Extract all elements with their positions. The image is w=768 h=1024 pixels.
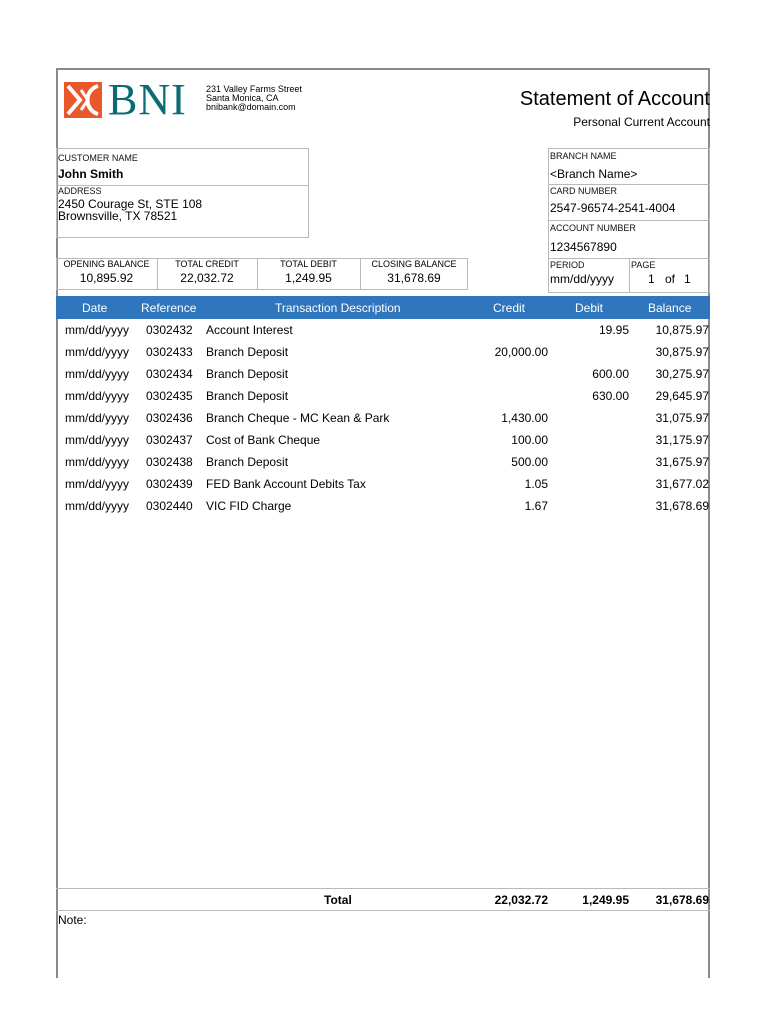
branch-name-label: BRANCH NAME [550,151,617,161]
column-header-balance: Balance [648,301,692,315]
cell-credit: 1,430.00 [501,411,548,425]
table-row [56,386,710,408]
cell-description: Branch Deposit [206,455,289,469]
period-label: PERIOD [550,260,585,270]
divider [629,258,630,293]
total-balance: 31,678.69 [655,893,709,907]
divider [548,184,710,185]
cell-date: mm/dd/yyyy [65,433,130,447]
cell-credit: 1.05 [524,477,548,491]
column-header-credit: Credit [493,301,526,315]
cell-reference: 0302440 [146,499,193,513]
cell-date: mm/dd/yyyy [65,323,130,337]
address-label: ADDRESS [58,186,102,196]
cell-credit: 100.00 [511,433,548,447]
table-row [56,452,710,474]
cell-date: mm/dd/yyyy [65,477,130,491]
cell-balance: 31,675.97 [655,455,709,469]
column-header-reference: Reference [141,301,197,315]
total-credit-label: TOTAL CREDIT [175,259,239,269]
customer-address [58,198,202,222]
cell-credit: 500.00 [511,455,548,469]
cell-description: Branch Deposit [206,345,289,359]
total-debit-value: 1,249.95 [285,271,332,285]
page-label: PAGE [631,260,656,270]
table-row [56,342,710,364]
total-credit: 22,032.72 [494,893,548,907]
cell-description: VIC FID Charge [206,499,292,513]
cell-date: mm/dd/yyyy [65,455,130,469]
cell-reference: 0302434 [146,367,193,381]
cell-credit: 20,000.00 [494,345,548,359]
cell-reference: 0302437 [146,433,193,447]
cell-debit: 19.95 [598,323,629,337]
transactions-table-header [56,296,710,319]
cell-balance: 30,875.97 [655,345,709,359]
cell-description: Account Interest [206,323,293,337]
column-header-debit: Debit [575,301,604,315]
page-subtitle: Personal Current Account [573,115,710,129]
bank-logo [64,75,199,124]
customer-name-label: CUSTOMER NAME [58,153,138,163]
opening-balance-value: 10,895.92 [79,271,134,285]
closing-balance-label: CLOSING BALANCE [371,259,457,269]
divider [56,910,710,911]
cell-balance: 31,175.97 [655,433,709,447]
cell-description: Branch Deposit [206,367,289,381]
address-line1: 2450 Courage St, STE 108 [58,197,203,211]
table-row [56,320,710,342]
bank-address [206,85,302,112]
cell-date: mm/dd/yyyy [65,411,130,425]
table-row [56,408,710,430]
total-label: Total [324,893,352,907]
page-of: of [665,272,676,286]
cell-reference: 0302438 [146,455,193,469]
cell-description: FED Bank Account Debits Tax [206,477,366,491]
cell-reference: 0302433 [146,345,193,359]
address-line2: Brownsville, TX 78521 [58,209,178,223]
cell-date: mm/dd/yyyy [65,499,130,513]
card-number-label: CARD NUMBER [550,186,618,196]
account-number: 1234567890 [550,240,617,254]
cell-balance: 10,875.97 [655,323,709,337]
column-header-date: Date [82,301,108,315]
note-label: Note: [58,913,87,927]
page-total: 1 [684,272,691,286]
cell-reference: 0302435 [146,389,193,403]
bni-logo-mark-icon [64,82,102,118]
cell-description: Branch Cheque - MC Kean & Park [206,411,390,425]
total-debit-label: TOTAL DEBIT [280,259,337,269]
cell-debit: 630.00 [592,389,629,403]
divider [56,888,710,889]
cell-balance: 29,645.97 [655,389,709,403]
table-row [56,430,710,452]
page-title: Statement of Account [519,88,710,110]
cell-reference: 0302439 [146,477,193,491]
customer-name: John Smith [58,167,124,181]
bank-address-line1: 231 Valley Farms Street [206,84,302,94]
cell-description: Branch Deposit [206,389,289,403]
cell-balance: 31,678.69 [655,499,709,513]
cell-debit: 600.00 [592,367,629,381]
cell-credit: 1.67 [524,499,548,513]
account-number-label: ACCOUNT NUMBER [550,223,636,233]
total-debit: 1,249.95 [582,893,629,907]
table-row [56,364,710,386]
column-header-description: Transaction Description [275,301,401,315]
period-value: mm/dd/yyyy [550,272,615,286]
bank-address-line2: Santa Monica, CA [206,93,279,103]
closing-balance-value: 31,678.69 [387,271,441,285]
branch-name: <Branch Name> [550,167,638,181]
table-row [56,474,710,496]
cell-reference: 0302436 [146,411,193,425]
cell-date: mm/dd/yyyy [65,345,130,359]
table-row [56,496,710,518]
divider [548,220,710,221]
total-credit-value: 22,032.72 [180,271,234,285]
page-current: 1 [648,272,655,286]
card-number: 2547-96574-2541-4004 [550,201,676,215]
totals-row [56,892,710,910]
opening-balance-label: OPENING BALANCE [63,259,150,269]
cell-description: Cost of Bank Cheque [206,433,321,447]
cell-reference: 0302432 [146,323,193,337]
cell-date: mm/dd/yyyy [65,389,130,403]
bank-email: bnibank@domain.com [206,102,296,112]
cell-date: mm/dd/yyyy [65,367,130,381]
cell-balance: 30,275.97 [655,367,709,381]
cell-balance: 31,075.97 [655,411,709,425]
cell-balance: 31,677.02 [655,477,709,491]
logo-text: BNI [108,75,187,124]
